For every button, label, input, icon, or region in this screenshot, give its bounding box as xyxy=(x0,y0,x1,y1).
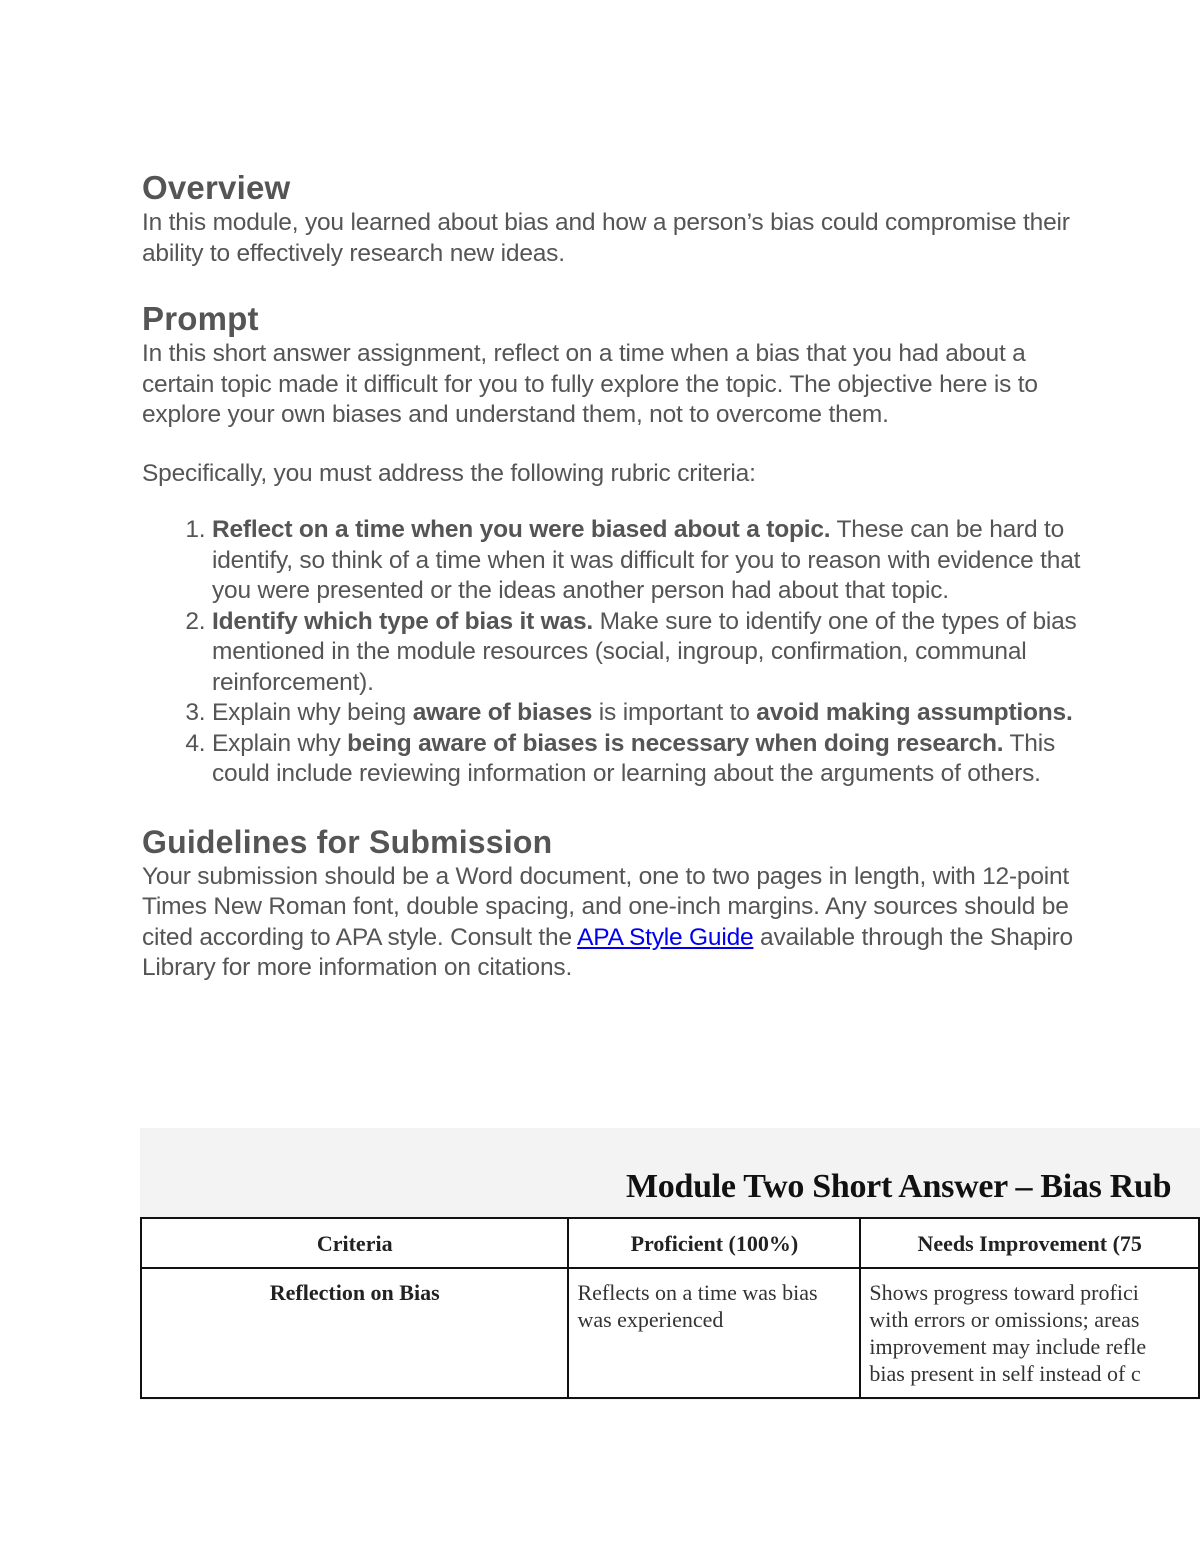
cell-line: Shows progress toward profici xyxy=(869,1280,1139,1305)
criteria-list xyxy=(142,515,1102,790)
criteria-item-text: Explain why xyxy=(212,729,348,757)
rubric-header-criteria: Criteria xyxy=(141,1218,568,1268)
rubric-table xyxy=(140,1217,1200,1399)
rubric-header-needs-improvement: Needs Improvement (75 xyxy=(860,1218,1199,1268)
table-row xyxy=(141,1268,1199,1398)
guidelines-heading: Guidelines for Submission xyxy=(142,823,553,860)
criteria-item-bold: aware of biases xyxy=(412,699,593,726)
cell-line: was experienced xyxy=(577,1307,724,1332)
overview-heading: Overview xyxy=(142,169,291,206)
criteria-item xyxy=(212,698,1102,729)
criteria-item-text: is important to xyxy=(592,699,757,726)
apa-style-guide-link[interactable]: APA Style Guide xyxy=(577,923,754,951)
rubric-header-proficient: Proficient (100%) xyxy=(568,1218,860,1268)
cell-line: Reflects on a time was bias xyxy=(577,1280,818,1305)
document-body xyxy=(142,168,1102,984)
criteria-item-bold: being aware of biases is necessary when doing research. xyxy=(347,729,1004,757)
rubric-needs-improvement-cell xyxy=(860,1268,1199,1398)
criteria-item xyxy=(212,515,1102,607)
criteria-intro: Specifically, you must address the following rubric criteria: xyxy=(142,459,756,487)
rubric-proficient-cell xyxy=(568,1268,860,1398)
criteria-item-bold: Identify which type of bias it was. xyxy=(212,607,593,635)
cell-line: bias present in self instead of c xyxy=(869,1361,1141,1386)
cell-line: improvement may include refle xyxy=(869,1334,1147,1359)
overview-text: In this module, you learned about bias and how a person’s bias could compromise their ability to effectively research new ideas. xyxy=(142,209,1070,267)
criteria-item-bold: avoid making assumptions. xyxy=(756,699,1073,726)
criteria-item xyxy=(212,729,1102,790)
guidelines-text-end: available through the Shapiro Library for more information on citations. xyxy=(142,923,1073,981)
criteria-item xyxy=(212,607,1102,699)
criteria-item-bold: Reflect on a time when you were biased about a topic. xyxy=(212,516,831,543)
rubric-section xyxy=(140,1128,1200,1400)
criteria-item-text: This could include reviewing information or learning about the arguments of others. xyxy=(212,729,1056,787)
criteria-item-text: Explain why being xyxy=(212,699,413,726)
rubric-header-row xyxy=(141,1218,1199,1268)
prompt-text: In this short answer assignment, reflect on a time when a bias that you had about a certain topic made it difficult for you to fully explore the topic. The objective here is to explore your own biases and understand them, not to overcome them. xyxy=(142,340,1038,428)
rubric-criteria-cell: Reflection on Bias xyxy=(141,1268,568,1398)
guidelines-text xyxy=(142,862,1102,984)
rubric-title: Module Two Short Answer – Bias Rub xyxy=(626,1168,1172,1205)
criteria-item-text: Make sure to identify one of the types of bias mentioned in the module resources (social, ingroup, confirmation, communal reinforcement). xyxy=(212,607,1077,696)
guidelines-text-start: Your submission should be a Word document, one to two pages in length, with 12-point Times New Roman font, double spacing, and one-inch margins. Any sources should be cited according to APA style. Consult the xyxy=(142,862,1070,951)
cell-line: with errors or omissions; areas xyxy=(869,1307,1140,1332)
prompt-heading: Prompt xyxy=(142,300,259,337)
criteria-item-text: These can be hard to identify, so think of a time when it was difficult for you to reason with evidence that you were presented or the ideas another person had about that topic. xyxy=(212,516,1081,604)
